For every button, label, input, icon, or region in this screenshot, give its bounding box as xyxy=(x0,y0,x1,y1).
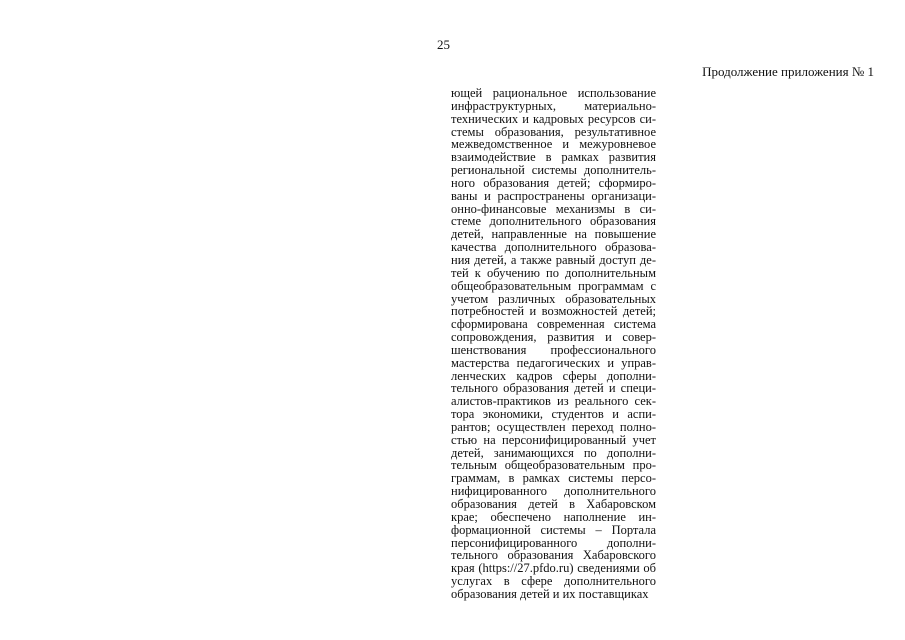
body-text-line: ющей рациональное использование xyxy=(451,86,656,100)
body-text-line: качества дополнительного образова- xyxy=(451,240,656,255)
body-text-line: стью на персонифицированный учет xyxy=(451,432,656,447)
body-text-line: взаимодействие в рамках развития xyxy=(451,150,656,165)
body-text-line: детей, занимающихся по дополни- xyxy=(451,445,656,460)
body-text-line: формационной системы – Портала xyxy=(451,522,656,537)
body-text-line: учетом различных образовательных xyxy=(451,291,656,306)
body-text-line: общеобразовательным программам с xyxy=(451,278,656,293)
body-text-line: технических и кадровых ресурсов си- xyxy=(451,111,656,126)
body-text-line: нифицированного дополнительного xyxy=(451,484,656,499)
body-text-line: персонифицированного дополни- xyxy=(451,535,656,550)
body-text-column xyxy=(451,87,656,601)
body-text-line: потребностей и возможностей детей; xyxy=(451,304,656,319)
body-text-line: стемы образования, результативное xyxy=(451,124,656,139)
body-text-line: услугах в сфере дополнительного xyxy=(451,574,656,589)
body-text-line: тора экономики, студентов и аспи- xyxy=(451,407,656,422)
body-text-line: региональной системы дополнитель- xyxy=(451,163,656,178)
body-text-line: межведомственное и межуровневое xyxy=(451,137,656,152)
body-text-line: крае; обеспечено наполнение ин- xyxy=(451,509,656,524)
body-text-line: мастерства педагогических и управ- xyxy=(451,355,656,370)
body-text-line: тей к обучению по дополнительным xyxy=(451,265,656,280)
body-text-line: алистов-практиков из реального сек- xyxy=(451,394,656,409)
body-text-line: края (https://27.pfdo.ru) сведениями об xyxy=(451,561,656,576)
body-text-line: сопровождения, развития и совер- xyxy=(451,330,656,345)
body-text-line: рантов; осуществлен переход полно- xyxy=(451,419,656,434)
body-text-line: тельным общеобразовательным про- xyxy=(451,458,656,473)
body-text-line: тельного образования Хабаровского xyxy=(451,548,656,563)
body-text-line: онно-финансовые механизмы в си- xyxy=(451,201,656,216)
body-text-line: образования детей и их поставщиках xyxy=(451,586,649,601)
page-number: 25 xyxy=(437,37,450,52)
body-text-line: инфраструктурных, материально- xyxy=(451,98,656,113)
annex-continuation-note: Продолжение приложения № 1 xyxy=(702,64,874,79)
body-text-line: ния детей, а также равный доступ де- xyxy=(451,252,656,267)
body-text-line: образования детей в Хабаровском xyxy=(451,497,656,511)
body-text-line: стеме дополнительного образования xyxy=(451,214,656,229)
body-text-line: граммам, в рамках системы персо- xyxy=(451,471,656,486)
body-text-line: тельного образования детей и специ- xyxy=(451,381,656,396)
body-text-line: детей, направленные на повышение xyxy=(451,227,656,242)
body-text-line: ваны и распространены организаци- xyxy=(451,188,656,203)
body-text-line: шенствования профессионального xyxy=(451,342,656,357)
body-text-line: сформирована современная система xyxy=(451,317,656,332)
body-text-line: ленческих кадров сферы дополни- xyxy=(451,368,656,383)
body-text-line: ного образования детей; сформиро- xyxy=(451,175,656,190)
